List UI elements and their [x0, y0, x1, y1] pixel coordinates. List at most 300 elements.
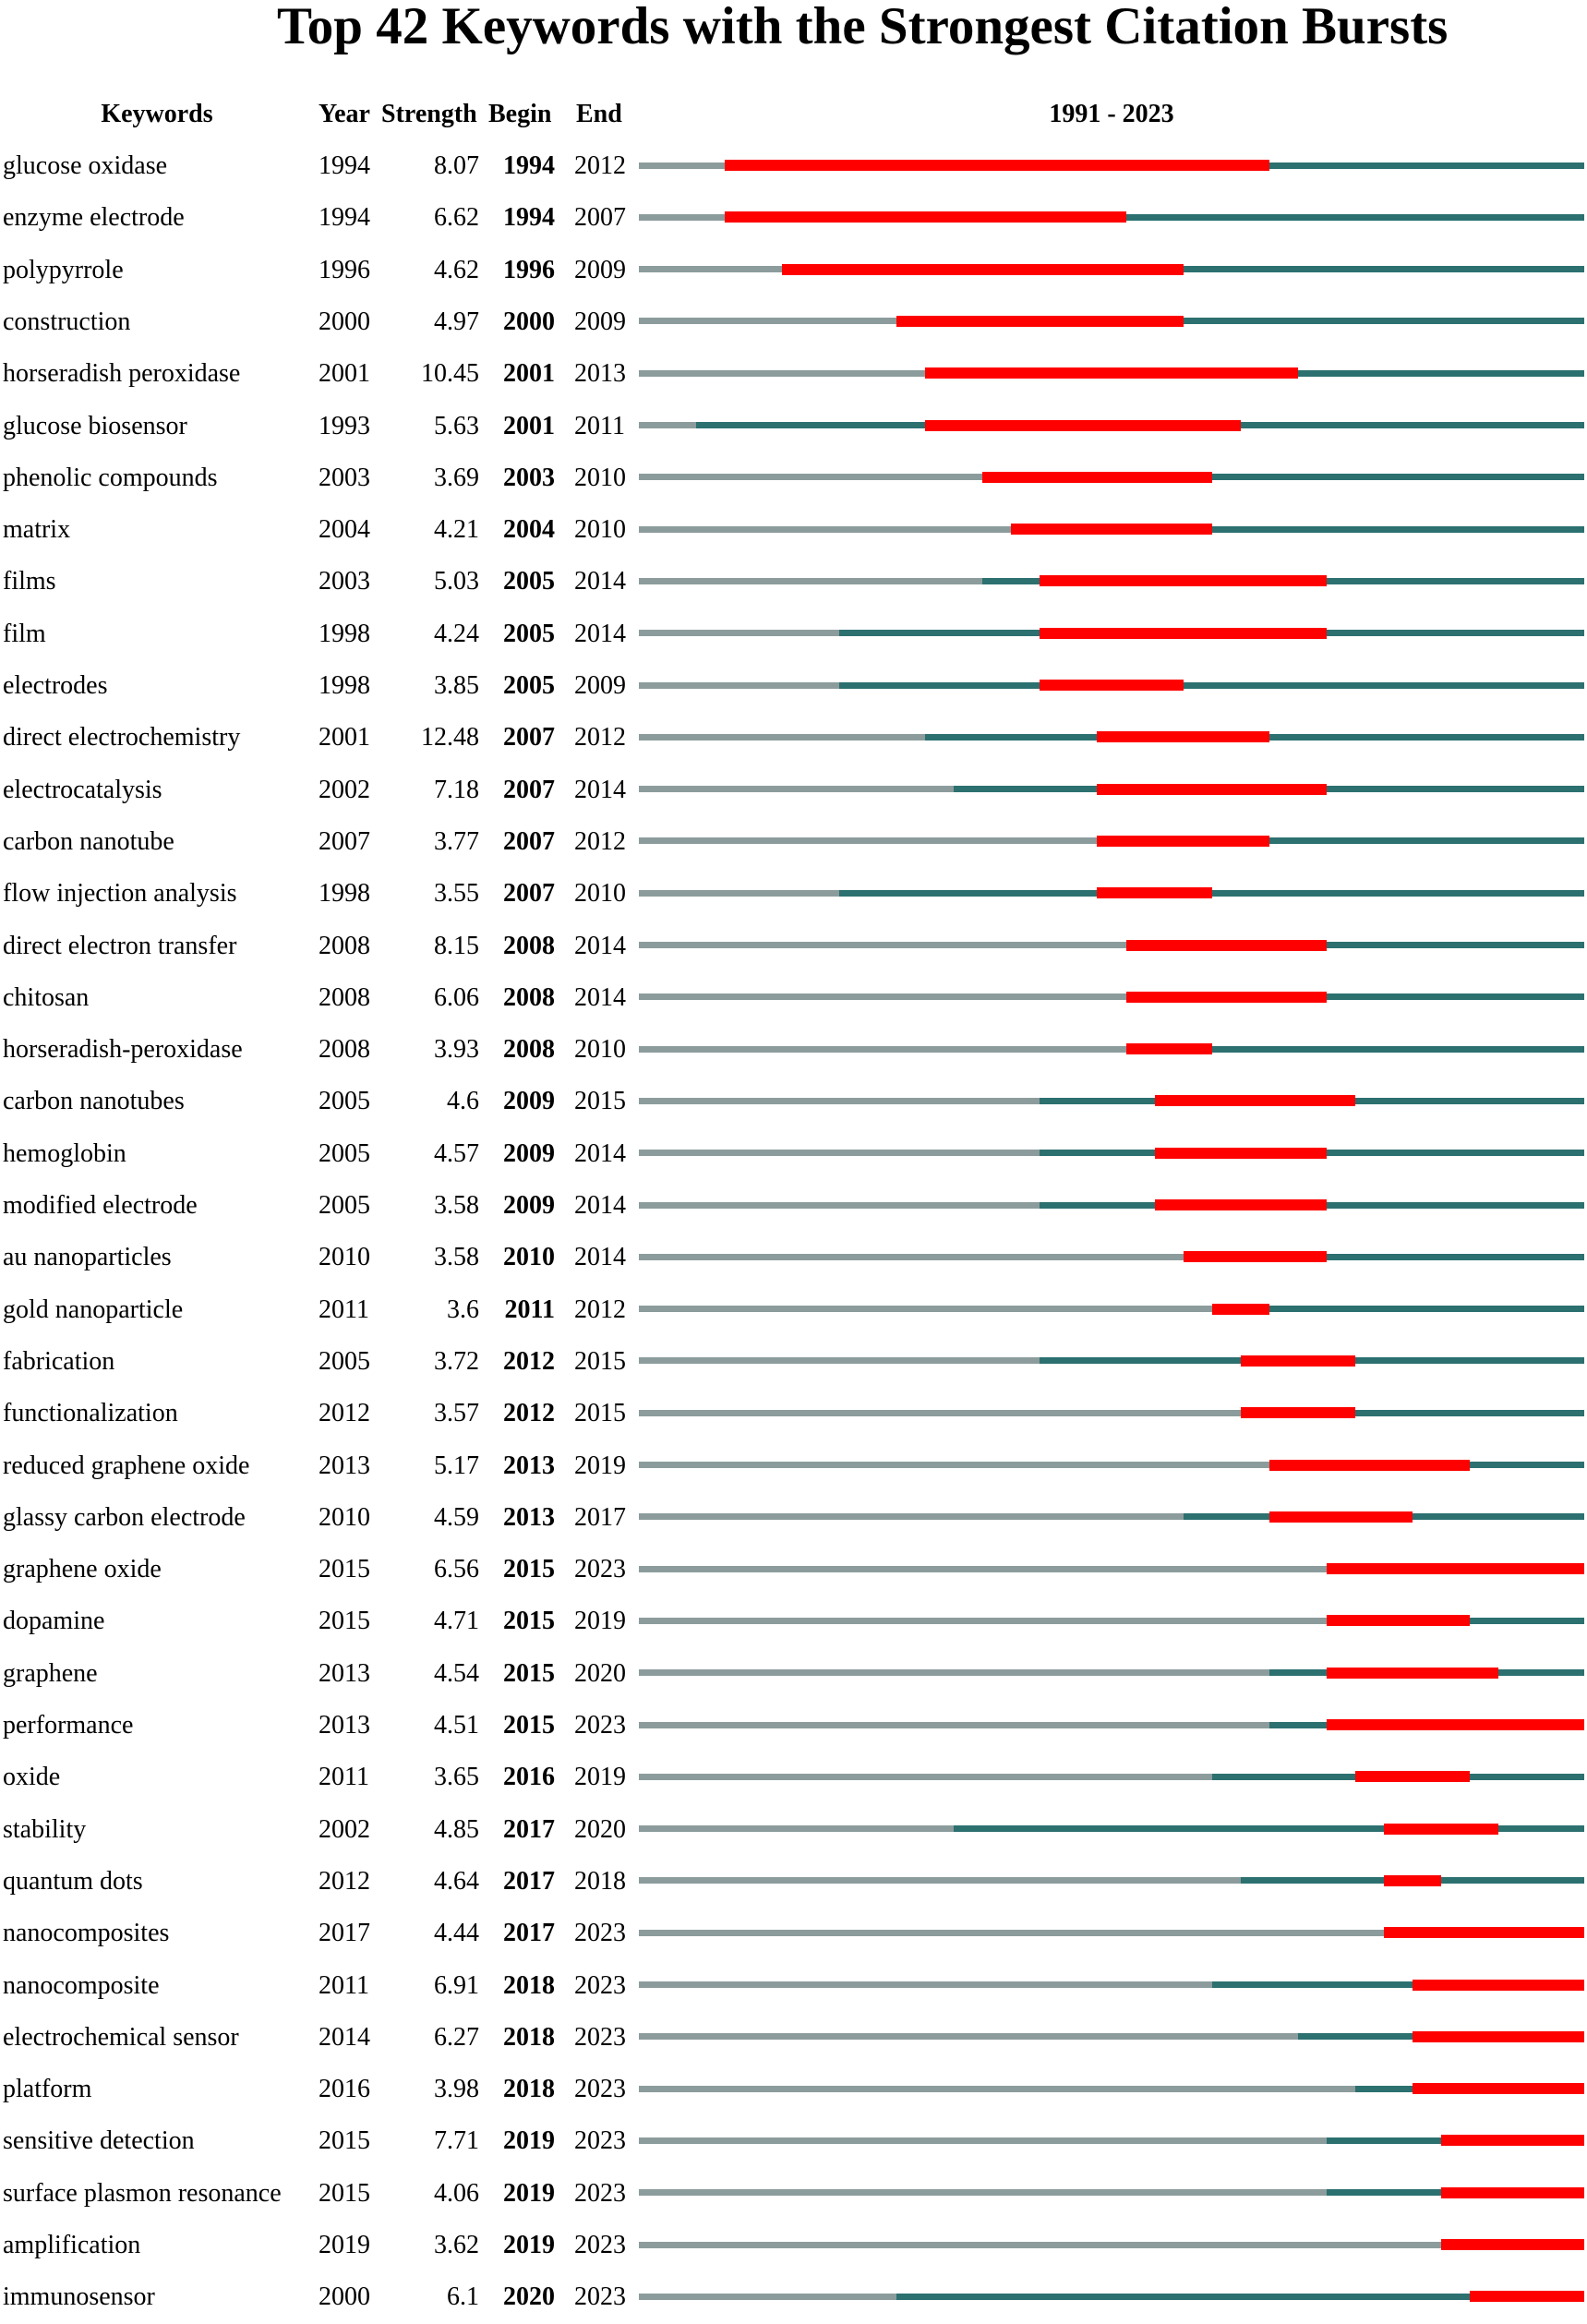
keyword-cell: electrochemical sensor	[3, 2022, 239, 2052]
strength-cell: 6.27	[434, 2022, 479, 2052]
table-row	[0, 452, 1587, 504]
header-year-range: 1991 - 2023	[1049, 100, 1174, 128]
strength-cell: 3.65	[434, 1763, 479, 1792]
end-cell: 2023	[574, 1555, 626, 1584]
end-cell: 2011	[574, 411, 625, 440]
keyword-cell: reduced graphene oxide	[3, 1451, 250, 1480]
begin-cell: 2017	[503, 1814, 555, 1844]
begin-cell: 2017	[503, 1919, 555, 1948]
end-cell: 2014	[574, 1243, 626, 1272]
keyword-cell: direct electron transfer	[3, 931, 237, 960]
table-row	[0, 1856, 1587, 1908]
begin-cell: 2011	[504, 1294, 555, 1324]
table-row	[0, 1232, 1587, 1283]
begin-cell: 2020	[503, 2282, 555, 2312]
year-cell: 1998	[319, 671, 370, 700]
burst-timeline	[639, 2012, 1584, 2064]
end-cell: 2019	[574, 1763, 626, 1792]
table-row	[0, 1544, 1587, 1595]
burst-bar	[1413, 2083, 1584, 2094]
end-cell: 2017	[574, 1502, 626, 1532]
burst-timeline	[639, 1284, 1584, 1336]
burst-bar	[1155, 1148, 1327, 1159]
pre-appearance-bar	[639, 1046, 1126, 1053]
burst-timeline	[639, 2271, 1584, 2323]
burst-timeline	[639, 2115, 1584, 2167]
table-row	[0, 192, 1587, 244]
burst-bar	[782, 264, 1183, 275]
year-cell: 1996	[319, 255, 370, 284]
end-cell: 2023	[574, 2075, 626, 2104]
keyword-cell: sensitive detection	[3, 2126, 195, 2156]
end-cell: 2014	[574, 931, 626, 960]
end-cell: 2009	[574, 307, 626, 336]
end-cell: 2020	[574, 1814, 626, 1844]
pre-appearance-bar	[639, 2294, 896, 2300]
begin-cell: 2004	[503, 515, 555, 545]
end-cell: 2012	[574, 151, 626, 180]
begin-cell: 2010	[503, 1243, 555, 1272]
table-row	[0, 1024, 1587, 1076]
strength-cell: 8.07	[434, 151, 479, 180]
strength-cell: 3.85	[434, 671, 479, 700]
table-row	[0, 1180, 1587, 1232]
burst-timeline	[639, 1232, 1584, 1283]
burst-timeline	[639, 1388, 1584, 1439]
burst-timeline	[639, 140, 1584, 192]
keyword-cell: nanocomposites	[3, 1919, 170, 1948]
burst-bar	[1097, 836, 1268, 847]
burst-bar	[1126, 1043, 1212, 1054]
strength-cell: 5.63	[434, 411, 479, 440]
burst-timeline	[639, 2064, 1584, 2115]
year-cell: 2002	[319, 775, 370, 804]
begin-cell: 2001	[503, 359, 555, 389]
begin-cell: 2000	[503, 307, 555, 336]
burst-timeline	[639, 1960, 1584, 2012]
year-cell: 2005	[319, 1087, 370, 1116]
end-cell: 2012	[574, 826, 626, 856]
pre-appearance-bar	[639, 1669, 1269, 1676]
pre-appearance-bar	[639, 1930, 1384, 1936]
end-cell: 2012	[574, 1294, 626, 1324]
end-cell: 2009	[574, 255, 626, 284]
begin-cell: 2019	[503, 2178, 555, 2208]
burst-timeline	[639, 712, 1584, 764]
year-cell: 1998	[319, 619, 370, 648]
year-cell: 2015	[319, 2178, 370, 2208]
begin-cell: 2007	[503, 826, 555, 856]
pre-appearance-bar	[639, 2086, 1355, 2092]
burst-timeline	[639, 660, 1584, 712]
table-row	[0, 2115, 1587, 2167]
burst-bar	[1441, 2239, 1584, 2250]
header-keywords: Keywords	[101, 100, 213, 128]
begin-cell: 1996	[503, 255, 555, 284]
keyword-cell: quantum dots	[3, 1866, 143, 1896]
pre-appearance-bar	[639, 1410, 1241, 1416]
year-cell: 2004	[319, 515, 370, 545]
pre-appearance-bar	[639, 1513, 1184, 1520]
pre-appearance-bar	[639, 318, 896, 324]
year-cell: 2013	[319, 1451, 370, 1480]
table-row	[0, 2220, 1587, 2271]
begin-cell: 2015	[503, 1607, 555, 1636]
begin-cell: 2016	[503, 1763, 555, 1792]
strength-cell: 4.64	[434, 1866, 479, 1896]
begin-cell: 2018	[503, 2075, 555, 2104]
keyword-cell: immunosensor	[3, 2282, 155, 2312]
strength-cell: 3.93	[434, 1035, 479, 1065]
burst-bar	[1269, 1460, 1470, 1471]
strength-cell: 3.58	[434, 1243, 479, 1272]
pre-appearance-bar	[639, 1774, 1212, 1780]
strength-cell: 12.48	[421, 723, 479, 753]
strength-cell: 4.62	[434, 255, 479, 284]
begin-cell: 2008	[503, 1035, 555, 1065]
strength-cell: 4.97	[434, 307, 479, 336]
burst-bar	[1241, 1407, 1355, 1418]
burst-bar	[1126, 992, 1327, 1003]
burst-bar	[1126, 940, 1327, 951]
year-cell: 2017	[319, 1919, 370, 1948]
burst-bar	[1355, 1771, 1470, 1782]
year-cell: 1994	[319, 151, 370, 180]
table-row	[0, 296, 1587, 348]
end-cell: 2023	[574, 2126, 626, 2156]
keyword-cell: glassy carbon electrode	[3, 1502, 246, 1532]
table-row	[0, 1648, 1587, 1700]
begin-cell: 2018	[503, 2022, 555, 2052]
begin-cell: 2009	[503, 1138, 555, 1168]
burst-bar	[925, 420, 1240, 431]
year-cell: 2013	[319, 1711, 370, 1740]
pre-appearance-bar	[639, 2033, 1298, 2040]
strength-cell: 3.62	[434, 2231, 479, 2259]
burst-bar	[1155, 1095, 1355, 1106]
keyword-cell: film	[3, 619, 46, 648]
burst-timeline	[639, 1804, 1584, 1856]
burst-timeline	[639, 504, 1584, 556]
table-row	[0, 1960, 1587, 2012]
strength-cell: 6.06	[434, 982, 479, 1012]
year-cell: 2019	[319, 2231, 370, 2259]
begin-cell: 2009	[503, 1191, 555, 1220]
strength-cell: 4.06	[434, 2178, 479, 2208]
burst-timeline	[639, 245, 1584, 296]
burst-bar	[725, 211, 1125, 223]
begin-cell: 2009	[503, 1087, 555, 1116]
pre-appearance-bar	[639, 422, 696, 428]
keyword-cell: chitosan	[3, 982, 90, 1012]
end-cell: 2019	[574, 1607, 626, 1636]
pre-appearance-bar	[639, 734, 925, 741]
pre-appearance-bar	[639, 526, 1011, 533]
year-cell: 2015	[319, 1607, 370, 1636]
burst-bar	[1327, 1668, 1498, 1679]
end-cell: 2023	[574, 2022, 626, 2052]
header-begin: Begin	[488, 100, 552, 128]
pre-appearance-bar	[639, 474, 982, 480]
year-cell: 2003	[319, 567, 370, 596]
table-row	[0, 2271, 1587, 2323]
begin-cell: 2012	[503, 1399, 555, 1428]
year-cell: 2001	[319, 723, 370, 753]
keyword-cell: au nanoparticles	[3, 1243, 172, 1272]
end-cell: 2023	[574, 2178, 626, 2208]
burst-timeline	[639, 1492, 1584, 1544]
table-row	[0, 972, 1587, 1024]
header-end: End	[576, 100, 622, 128]
burst-bar	[1413, 2031, 1584, 2042]
begin-cell: 2007	[503, 775, 555, 804]
keyword-cell: carbon nanotube	[3, 826, 174, 856]
begin-cell: 2015	[503, 1555, 555, 1584]
table-row	[0, 348, 1587, 400]
burst-bar	[1184, 1251, 1327, 1262]
keyword-cell: films	[3, 567, 56, 596]
begin-cell: 2019	[503, 2231, 555, 2259]
end-cell: 2014	[574, 1138, 626, 1168]
table-row	[0, 608, 1587, 660]
strength-cell: 4.24	[434, 619, 479, 648]
strength-cell: 6.62	[434, 203, 479, 233]
year-cell: 2007	[319, 826, 370, 856]
year-cell: 1993	[319, 411, 370, 440]
year-cell: 2011	[319, 1294, 369, 1324]
table-row	[0, 868, 1587, 920]
begin-cell: 2007	[503, 723, 555, 753]
keyword-cell: horseradish peroxidase	[3, 359, 241, 389]
end-cell: 2014	[574, 775, 626, 804]
pre-appearance-bar	[639, 890, 839, 897]
begin-cell: 1994	[503, 151, 555, 180]
table-row	[0, 556, 1587, 608]
begin-cell: 2003	[503, 463, 555, 492]
burst-timeline	[639, 296, 1584, 348]
pre-appearance-bar	[639, 1254, 1184, 1260]
keyword-cell: flow injection analysis	[3, 879, 237, 909]
burst-bar	[925, 367, 1297, 379]
pre-appearance-bar	[639, 630, 839, 636]
end-cell: 2009	[574, 671, 626, 700]
pre-appearance-bar	[639, 1150, 1040, 1156]
burst-bar	[1327, 1719, 1584, 1730]
burst-timeline	[639, 2220, 1584, 2271]
pre-appearance-bar	[639, 1825, 954, 1832]
begin-cell: 2005	[503, 619, 555, 648]
burst-timeline	[639, 452, 1584, 504]
begin-cell: 2012	[503, 1346, 555, 1376]
strength-cell: 4.6	[447, 1087, 479, 1116]
keyword-cell: hemoglobin	[3, 1138, 126, 1168]
begin-cell: 2001	[503, 411, 555, 440]
strength-cell: 5.03	[434, 567, 479, 596]
table-row	[0, 401, 1587, 452]
burst-bar	[1413, 1980, 1584, 1991]
table-row	[0, 1908, 1587, 1959]
burst-bar	[1327, 1615, 1470, 1626]
year-cell: 2011	[319, 1970, 369, 2000]
burst-timeline	[639, 1648, 1584, 1700]
strength-cell: 4.21	[434, 515, 479, 545]
begin-cell: 2008	[503, 982, 555, 1012]
year-cell: 2011	[319, 1763, 369, 1792]
year-cell: 2014	[319, 2022, 370, 2052]
strength-cell: 4.59	[434, 1502, 479, 1532]
burst-bar	[1470, 2291, 1584, 2302]
pre-appearance-bar	[639, 1098, 1040, 1104]
burst-timeline	[639, 765, 1584, 816]
strength-cell: 5.17	[434, 1451, 479, 1480]
end-cell: 2019	[574, 1451, 626, 1480]
pre-appearance-bar	[639, 786, 954, 792]
keyword-cell: functionalization	[3, 1399, 178, 1428]
table-row	[0, 140, 1587, 192]
begin-cell: 2017	[503, 1866, 555, 1896]
chart-title: Top 42 Keywords with the Strongest Citation Bursts	[277, 0, 1449, 55]
begin-cell: 2005	[503, 671, 555, 700]
active-bar	[839, 890, 1584, 897]
burst-bar	[1384, 1875, 1441, 1886]
keyword-cell: graphene oxide	[3, 1555, 162, 1584]
keyword-cell: enzyme electrode	[3, 203, 185, 233]
burst-bar	[896, 316, 1183, 327]
end-cell: 2023	[574, 2231, 626, 2259]
begin-cell: 2013	[503, 1451, 555, 1480]
table-row	[0, 765, 1587, 816]
end-cell: 2010	[574, 1035, 626, 1065]
begin-cell: 2015	[503, 1658, 555, 1688]
burst-bar	[1155, 1199, 1327, 1210]
burst-timeline	[639, 1752, 1584, 1803]
burst-timeline	[639, 401, 1584, 452]
active-bar	[839, 682, 1584, 689]
burst-bar	[1011, 524, 1211, 535]
strength-cell: 7.18	[434, 775, 479, 804]
burst-bar	[1384, 1927, 1584, 1938]
table-row	[0, 2064, 1587, 2115]
burst-bar	[1040, 575, 1326, 586]
burst-timeline	[639, 816, 1584, 868]
year-cell: 2016	[319, 2075, 370, 2104]
burst-bar	[1040, 628, 1326, 639]
burst-timeline	[639, 1180, 1584, 1232]
year-cell: 2010	[319, 1502, 370, 1532]
burst-timeline	[639, 556, 1584, 608]
keyword-cell: electrodes	[3, 671, 108, 700]
keyword-cell: polypyrrole	[3, 255, 124, 284]
pre-appearance-bar	[639, 942, 1126, 948]
begin-cell: 2013	[503, 1502, 555, 1532]
strength-cell: 3.57	[434, 1399, 479, 1428]
year-cell: 2003	[319, 463, 370, 492]
burst-bar	[1269, 1511, 1413, 1523]
burst-timeline	[639, 1440, 1584, 1492]
keyword-cell: electrocatalysis	[3, 775, 162, 804]
pre-appearance-bar	[639, 370, 925, 377]
end-cell: 2023	[574, 1711, 626, 1740]
strength-cell: 3.58	[434, 1191, 479, 1220]
strength-cell: 10.45	[421, 359, 479, 389]
end-cell: 2007	[574, 203, 626, 233]
keyword-cell: modified electrode	[3, 1191, 198, 1220]
year-cell: 2001	[319, 359, 370, 389]
table-row	[0, 1128, 1587, 1180]
keyword-cell: direct electrochemistry	[3, 723, 241, 753]
begin-cell: 2019	[503, 2126, 555, 2156]
keyword-cell: gold nanoparticle	[3, 1294, 184, 1324]
year-cell: 1994	[319, 203, 370, 233]
year-cell: 2000	[319, 307, 370, 336]
end-cell: 2015	[574, 1087, 626, 1116]
year-cell: 2012	[319, 1399, 370, 1428]
strength-cell: 3.98	[434, 2075, 479, 2104]
end-cell: 2010	[574, 463, 626, 492]
end-cell: 2018	[574, 1866, 626, 1896]
table-row	[0, 1492, 1587, 1544]
keyword-cell: nanocomposite	[3, 1970, 160, 2000]
table-row	[0, 1284, 1587, 1336]
table-row	[0, 1595, 1587, 1647]
end-cell: 2023	[574, 1919, 626, 1948]
burst-bar	[725, 160, 1269, 171]
pre-appearance-bar	[639, 1202, 1040, 1209]
header-strength: Strength	[381, 100, 477, 128]
strength-cell: 4.85	[434, 1814, 479, 1844]
keyword-cell: amplification	[3, 2231, 141, 2259]
burst-timeline	[639, 1076, 1584, 1127]
keyword-cell: glucose oxidase	[3, 151, 168, 180]
table-row	[0, 712, 1587, 764]
pre-appearance-bar	[639, 1877, 1241, 1884]
keyword-cell: stability	[3, 1814, 87, 1844]
end-cell: 2023	[574, 2282, 626, 2312]
year-cell: 2005	[319, 1138, 370, 1168]
keyword-cell: performance	[3, 1711, 134, 1740]
begin-cell: 2008	[503, 931, 555, 960]
burst-timeline	[639, 348, 1584, 400]
begin-cell: 2007	[503, 879, 555, 909]
end-cell: 2014	[574, 619, 626, 648]
year-cell: 2008	[319, 1035, 370, 1065]
end-cell: 2010	[574, 515, 626, 545]
table-row	[0, 1440, 1587, 1492]
burst-timeline	[639, 972, 1584, 1024]
table-row	[0, 1388, 1587, 1439]
strength-cell: 4.44	[434, 1919, 479, 1948]
table-row	[0, 504, 1587, 556]
strength-cell: 6.91	[434, 1970, 479, 2000]
year-cell: 1998	[319, 879, 370, 909]
pre-appearance-bar	[639, 993, 1126, 1000]
table-row	[0, 245, 1587, 296]
year-cell: 2012	[319, 1866, 370, 1896]
burst-timeline	[639, 1336, 1584, 1388]
pre-appearance-bar	[639, 1566, 1327, 1572]
burst-bar	[1241, 1355, 1355, 1367]
strength-cell: 3.55	[434, 879, 479, 909]
table-row	[0, 1700, 1587, 1752]
year-cell: 2008	[319, 982, 370, 1012]
end-cell: 2015	[574, 1346, 626, 1376]
pre-appearance-bar	[639, 1618, 1327, 1624]
pre-appearance-bar	[639, 1462, 1269, 1468]
keyword-cell: matrix	[3, 515, 71, 545]
burst-bar	[1212, 1304, 1269, 1315]
burst-timeline	[639, 608, 1584, 660]
table-row	[0, 660, 1587, 712]
